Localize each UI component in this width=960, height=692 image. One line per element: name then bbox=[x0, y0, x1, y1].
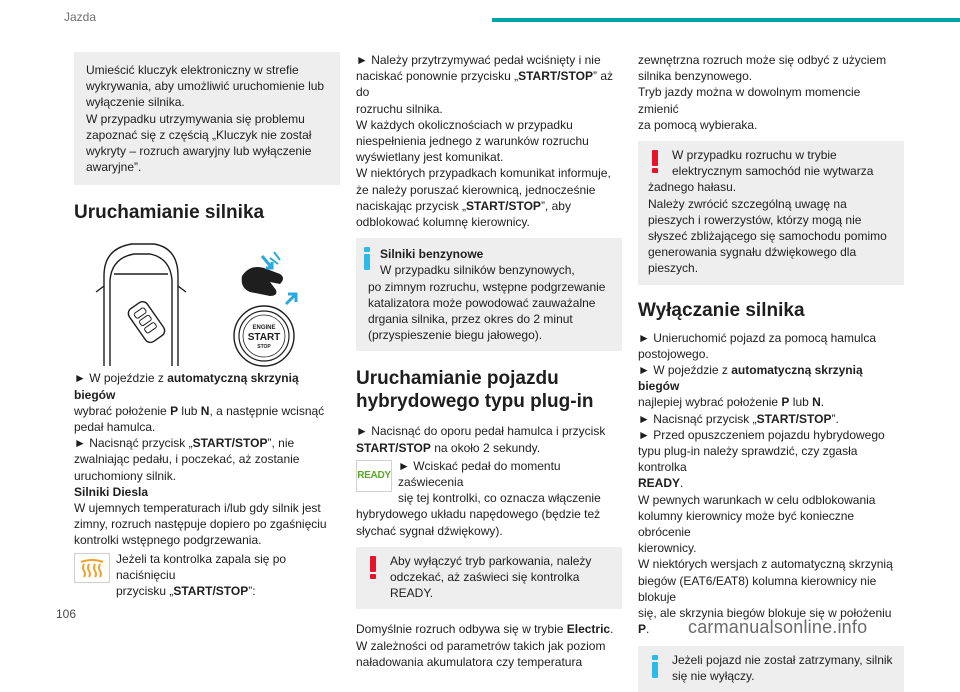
text-line: typu plug-in należy sprawdzić, czy zgasła kontrolka bbox=[638, 444, 858, 475]
button-text-start: START bbox=[247, 332, 281, 344]
section-title: Jazda bbox=[64, 10, 97, 24]
paragraph-hold-pedal-2: naciskać ponownie przycisku „START/STOP” aż do bbox=[356, 69, 613, 100]
text-line: hybrydowego układu napędowego (będzie też bbox=[356, 507, 601, 522]
ready-indicator-icon: READY bbox=[356, 460, 392, 492]
preheat-lamp-row bbox=[74, 551, 340, 600]
paragraph-automatic-gearbox-3: pedał hamulca. bbox=[74, 420, 156, 435]
heading-engine-stop: Wyłączanie silnika bbox=[638, 299, 805, 321]
text-line: W niektórych przypadkach komunikat informuje, bbox=[356, 166, 611, 181]
info-line: drgania silnika, przez okres do 2 minut bbox=[368, 312, 573, 327]
lamp-line-1: Jeżeli ta kontrolka zapala się po naciśnięciu bbox=[116, 551, 287, 582]
note-line: wykrywania, aby umożliwić uruchomienie lub bbox=[86, 79, 325, 94]
text-line: biegów (EAT6/EAT8) kolumna kierownicy nie blokuje bbox=[638, 573, 877, 604]
text-line: słychać sygnał dźwiękowy). bbox=[356, 523, 503, 538]
ready-line-1: ► Wciskać pedał do momentu zaświecenia bbox=[398, 458, 561, 490]
paragraph-automatic-gearbox-2: wybrać położenie P lub N, a następnie wcisnąć bbox=[74, 403, 325, 418]
text-line: postojowego. bbox=[638, 346, 709, 361]
paragraph-brake-and-button: ► Nacisnąć do oporu pedał hamulca i przycisk bbox=[356, 424, 606, 439]
text-line: silnika benzynowego. bbox=[638, 69, 753, 84]
watermark: carmanualsonline.info bbox=[688, 617, 868, 637]
info-icon bbox=[364, 247, 370, 269]
info-line: po zimnym rozruchu, wstępne podgrzewanie bbox=[368, 279, 606, 294]
paragraph-press-start-2: zwalniając pedału, i poczekać, aż zostanie bbox=[74, 452, 300, 467]
text-line: za pomocą wybieraka. bbox=[638, 117, 758, 132]
paragraph-brake-and-button-2: START/STOP na około 2 sekundy. bbox=[356, 440, 541, 455]
note-line: wykryty – rozruch awaryjny lub wyłączenie bbox=[86, 144, 312, 159]
start-stop-button-icon bbox=[234, 294, 296, 366]
step-press-button: ► Nacisnąć przycisk „START/STOP”. bbox=[638, 411, 839, 426]
paragraph-hold-pedal: ► Należy przytrzymywać pedał wciśnięty i nie bbox=[356, 53, 601, 67]
text-line: W niektórych wersjach z automatyczną skrzynią bbox=[638, 557, 893, 572]
step-immobilise: ► Unieruchomić pojazd za pomocą hamulca bbox=[638, 330, 876, 345]
step-gear-selection: ► W pojeździe z automatyczną skrzynią biegów bbox=[638, 363, 863, 394]
warning-box-parking-mode bbox=[356, 547, 622, 610]
diesel-line: kontrolki wstępnego podgrzewania. bbox=[74, 533, 262, 548]
text-line: rozruchu silnika. bbox=[356, 101, 443, 116]
warning-line: słyszeć zbliżającego się samochodu pomimo bbox=[648, 229, 887, 244]
text-line: że należy poruszać kierownicą, jednocześnie bbox=[356, 182, 596, 197]
note-line: awaryjne”. bbox=[86, 160, 142, 175]
preheating-warning-lamp-icon bbox=[74, 553, 110, 583]
text-line: W każdych okolicznościach w przypadku bbox=[356, 117, 573, 132]
text-line: naciskając przycisk „START/STOP”, aby bbox=[356, 198, 571, 213]
info-line: (przyspieszenie biegu jałowego). bbox=[368, 328, 543, 343]
note-line: wyłączenie silnika. bbox=[86, 95, 185, 110]
warning-line: elektrycznym samochód nie wytwarza bbox=[672, 164, 874, 179]
car-key-start-button-illustration bbox=[74, 234, 340, 368]
text-line: Tryb jazdy można w dowolnym momencie zmienić bbox=[638, 85, 861, 116]
diesel-line: W ujemnych temperaturach i/lub gdy silnik jest bbox=[74, 501, 321, 516]
ready-lamp-row bbox=[356, 458, 622, 507]
heading-engine-start: Uruchamianie silnika bbox=[74, 202, 265, 224]
info-box-petrol-engines bbox=[356, 238, 622, 351]
info-box-not-stopped bbox=[638, 646, 904, 692]
text-line: W zależności od parametrów takich jak poziom bbox=[356, 638, 606, 653]
column-1 bbox=[74, 52, 340, 599]
info-line: się nie wyłączy. bbox=[672, 668, 755, 683]
warning-box-silent-electric bbox=[638, 141, 904, 285]
warning-line: Aby wyłączyć tryb parkowania, należy bbox=[390, 553, 592, 568]
warning-line: odczekać, aż zaświeci się kontrolka READY. bbox=[390, 570, 580, 601]
info-line: Jeżeli pojazd nie został zatrzymany, silnik bbox=[672, 652, 893, 667]
warning-line: pieszych i rowerzystów, którzy mogą nie bbox=[648, 212, 862, 227]
column-3 bbox=[638, 52, 904, 692]
warning-line: generowania sygnału dźwiękowego dla pieszych. bbox=[648, 245, 857, 276]
text-line: najlepiej wybrać położenie P lub N. bbox=[638, 395, 825, 410]
text-line: się, ale skrzynia biegów blokuje się w położeniu P. bbox=[638, 606, 892, 637]
warning-icon bbox=[370, 556, 376, 578]
text-line: niespełnienia jednego z warunków rozruchu bbox=[356, 134, 589, 149]
text-line: kolumny kierownicy może być konieczne obrócenie bbox=[638, 508, 855, 540]
paragraph-electric-default: Domyślnie rozruch odbywa się w trybie Electric. bbox=[356, 622, 614, 637]
step-check-ready: ► Przed opuszczeniem pojazdu hybrydowego bbox=[638, 427, 885, 442]
text-line: zewnętrzna rozruch może się odbyć z użyciem bbox=[638, 53, 887, 67]
text-line: odblokować kolumnę kierownicy. bbox=[356, 215, 530, 230]
diesel-line: zimny, rozruch następuje dopiero po zgaśnięciu bbox=[74, 517, 327, 532]
button-text-engine: ENGINE bbox=[252, 325, 276, 332]
note-box-key-not-detected bbox=[74, 52, 340, 185]
heading-plugin-hybrid-start: Uruchamianie pojazdu hybrydowego typu plug-in bbox=[356, 368, 594, 413]
text-line: kierownicy. bbox=[638, 541, 697, 556]
text-line: naładowania akumulatora czy temperatura bbox=[356, 654, 583, 669]
info-line: W przypadku silników benzynowych, bbox=[380, 263, 575, 278]
warning-icon bbox=[652, 150, 658, 172]
warning-line: żadnego hałasu. bbox=[648, 180, 737, 195]
lamp-line-2: przycisku „START/STOP”: bbox=[116, 584, 256, 599]
paragraph-press-start-3: uruchomiony silnik. bbox=[74, 468, 177, 483]
info-box-title: Silniki benzynowe bbox=[380, 247, 484, 262]
subheading-diesel: Silniki Diesla bbox=[74, 484, 149, 499]
hand-press-icon bbox=[242, 252, 283, 296]
paragraph-press-start: ► Nacisnąć przycisk „START/STOP”, nie bbox=[74, 436, 295, 451]
text-line: READY. bbox=[638, 476, 684, 491]
ready-line-2: się tej kontrolki, co oznacza włączenie bbox=[398, 491, 601, 506]
warning-line: W przypadku rozruchu w trybie bbox=[672, 148, 837, 163]
info-line: katalizatora może powodować zauważalne bbox=[368, 295, 596, 310]
note-line: W przypadku utrzymywania się problemu bbox=[86, 111, 305, 126]
header-accent-bar bbox=[492, 18, 960, 22]
page-number: 106 bbox=[56, 607, 77, 621]
note-line: Umieścić kluczyk elektroniczny w strefie bbox=[86, 63, 299, 77]
engine-start-illustration bbox=[74, 234, 340, 364]
warning-line: Należy zwrócić szczególną uwagę na bbox=[648, 196, 847, 211]
button-text-stop: STOP bbox=[257, 344, 271, 351]
info-icon bbox=[652, 655, 658, 677]
note-line: zapoznać się z częścią „Kluczyk nie został bbox=[86, 127, 312, 142]
column-2 bbox=[356, 52, 622, 670]
paragraph-automatic-gearbox: ► W pojeździe z automatyczną skrzynią biegów bbox=[74, 371, 299, 402]
text-line: W pewnych warunkach w celu odblokowania bbox=[638, 492, 876, 507]
text-line: wyświetlany jest komunikat. bbox=[356, 150, 504, 165]
